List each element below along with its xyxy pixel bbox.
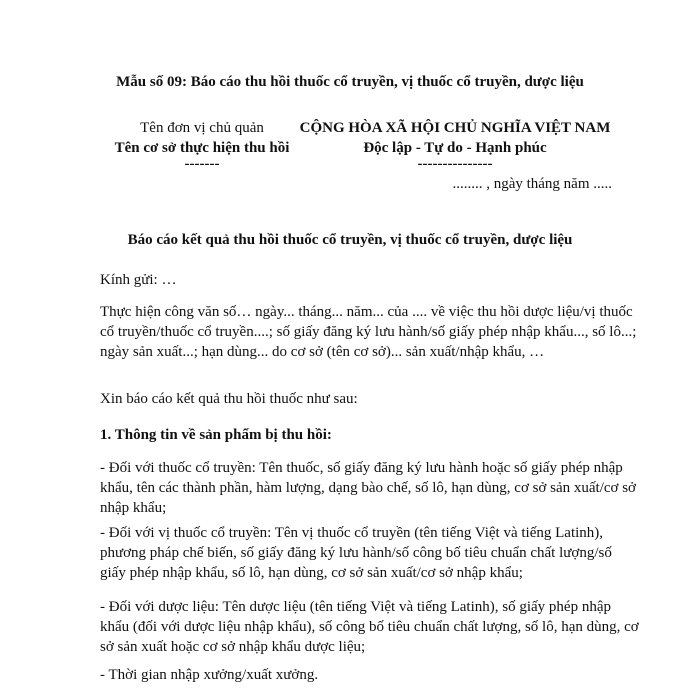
bullet-traditional-medicine: - Đối với thuốc cổ truyền: Tên thuốc, số giấy đăng ký lưu hành hoặc số giấy phép nhập khẩu, tên các thành phần, hàm lượng, dạng bào chế, số lô, hạn dùng, cơ sở sản xuất/cơ sở nhập khẩu; [100,460,636,516]
left-header-divider: ------- [184,156,220,172]
right-header-divider: --------------- [417,156,493,172]
national-name: CỘNG HÒA XÃ HỘI CHỦ NGHĨA VIỆT NAM [299,120,611,136]
form-title: Mẫu số 09: Báo cáo thu hồi thuốc cổ truyền, vị thuốc cổ truyền, dược liệu [116,74,584,90]
right-header [290,118,620,170]
parent-unit-name: Tên đơn vị chủ quản [140,120,264,136]
report-intro: Xin báo cáo kết quả thu hồi thuốc như sau: [100,391,358,407]
intro-paragraph: Thực hiện công văn số… ngày... tháng... năm... của .... về việc thu hồi dược liệu/vị thuốc cổ truyền/thuốc cổ truyền....; số giấy đăng ký lưu hành/số giấy phép nhập khẩu..., số lô...; ngày sản xuất...; hạn dùng... do cơ sở (tên cơ sở)... sản xuất/nhập khẩu, … [100,304,637,360]
bullet-traditional-ingredient: - Đối với vị thuốc cổ truyền: Tên vị thuốc cổ truyền (tên tiếng Việt và tiếng Latinh), phương pháp chế biến, số giấy đăng ký lưu hành/số công bố tiêu chuẩn chất lượng/số giấy phép nhập khẩu, số lô, hạn dùng, cơ sở sản xuất/cơ sở nhập khẩu; [100,525,612,581]
left-header [102,118,302,170]
bullet-production-time: - Thời gian nhập xưởng/xuất xưởng. [100,667,319,683]
report-title: Báo cáo kết quả thu hồi thuốc cổ truyền, vị thuốc cổ truyền, dược liệu [127,232,573,248]
bullet-herbal-material: - Đối với dược liệu: Tên dược liệu (tên tiếng Việt và tiếng Latinh), số giấy phép nhập khẩu (đối với dược liệu nhập khẩu), số công bố tiêu chuẩn chất lượng, số lô, hạn dùng, cơ sở sản xuất hoặc cơ sở nhập khẩu dược liệu; [100,599,639,655]
greeting: Kính gửi: … [100,272,177,288]
national-motto: Độc lập - Tự do - Hạnh phúc [363,140,547,156]
section1-heading: 1. Thông tin về sản phẩm bị thu hồi: [100,427,332,443]
recall-facility-name: Tên cơ sở thực hiện thu hồi [114,140,290,156]
date-line: ........ , ngày tháng năm ..... [452,176,612,192]
